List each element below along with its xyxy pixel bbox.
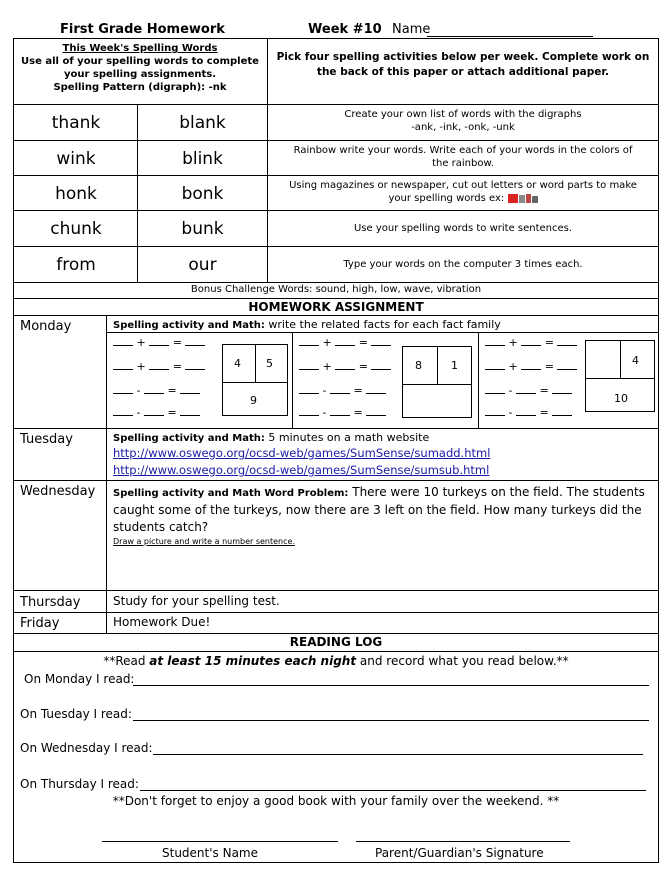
ff2-part-a: 8 xyxy=(415,359,422,372)
day-tuesday: Tuesday xyxy=(20,432,73,447)
day-friday: Friday xyxy=(20,616,60,631)
weekend-reminder: **Don't forget to enjoy a good book with your family over the weekend. ** xyxy=(112,794,560,808)
log-monday-field[interactable] xyxy=(133,685,649,686)
page-title: First Grade Homework xyxy=(60,22,225,37)
spelling-line2: your spelling assignments. xyxy=(63,69,217,80)
monday-instructions: Spelling activity and Math: write the related facts for each fact family xyxy=(113,318,501,331)
activity-3: Using magazines or newspaper, cut out letters or word parts to make your spelling words ex: xyxy=(289,180,637,204)
ff3-total: 10 xyxy=(614,392,628,405)
log-tuesday-field[interactable] xyxy=(133,720,649,721)
thursday-task: Study for your spelling test. xyxy=(113,594,280,608)
activities-intro: Pick four spelling activities below per week. Complete work on the back of this paper or attach additional paper. xyxy=(276,51,650,78)
ff3-part-b: 4 xyxy=(632,354,639,367)
log-wednesday-field[interactable] xyxy=(153,754,643,755)
ff1-part-a: 4 xyxy=(234,357,241,370)
word-our: our xyxy=(188,255,217,275)
log-wednesday-label: On Wednesday I read: xyxy=(20,741,153,755)
magazine-letters-image xyxy=(508,194,538,203)
ff1-sub1[interactable]: - = xyxy=(113,384,200,397)
week-label: Week #10 xyxy=(308,22,382,37)
ff2-sub2[interactable]: - = xyxy=(299,406,386,419)
activity-1: Create your own list of words with the digraphs -ank, -ink, -onk, -unk xyxy=(344,109,582,133)
day-monday: Monday xyxy=(20,319,72,334)
ff1-total: 9 xyxy=(250,394,257,407)
ff3-add1[interactable]: + = xyxy=(485,336,577,349)
day-thursday: Thursday xyxy=(20,595,81,610)
parent-signature-label: Parent/Guardian's Signature xyxy=(375,846,544,860)
word-honk: honk xyxy=(55,184,97,204)
link-sumsub[interactable]: http://www.oswego.org/ocsd-web/games/SumSense/sumsub.html xyxy=(113,463,490,477)
spelling-title: This Week's Spelling Words xyxy=(62,43,218,54)
ff3-sub1[interactable]: - = xyxy=(485,384,572,397)
ff2-sub1[interactable]: - = xyxy=(299,384,386,397)
name-field[interactable] xyxy=(427,36,593,37)
log-thursday-label: On Thursday I read: xyxy=(20,777,139,791)
word-chunk: chunk xyxy=(50,219,102,239)
day-wednesday: Wednesday xyxy=(20,484,96,499)
student-name-label: Student's Name xyxy=(162,846,259,860)
log-monday-label: On Monday I read: xyxy=(24,672,135,686)
ff1-add2[interactable]: + = xyxy=(113,360,205,373)
reading-log-title: READING LOG xyxy=(289,635,383,649)
activity-2: Rainbow write your words. Write each of your words in the colors of the rainbow. xyxy=(293,145,633,169)
log-tuesday-label: On Tuesday I read: xyxy=(20,707,132,721)
word-from: from xyxy=(56,255,96,275)
word-bunk: bunk xyxy=(181,219,224,239)
activity-5: Type your words on the computer 3 times each. xyxy=(343,259,583,270)
wednesday-problem: Spelling activity and Math Word Problem: There were 10 turkeys on the field. The students caught some of the turkeys, now there are 3 left on the field. How many turkeys did the students catch? xyxy=(113,485,645,534)
friday-task: Homework Due! xyxy=(113,615,211,629)
ff2-add1[interactable]: + = xyxy=(299,336,391,349)
activity-4: Use your spelling words to write sentences. xyxy=(353,223,573,234)
ff1-part-b: 5 xyxy=(266,357,273,370)
tuesday-instructions: Spelling activity and Math: 5 minutes on a math website xyxy=(113,431,430,444)
word-blink: blink xyxy=(182,149,223,169)
ff1-sub2[interactable]: - = xyxy=(113,406,200,419)
ff2-add2[interactable]: + = xyxy=(299,360,391,373)
parent-signature-field[interactable] xyxy=(356,841,570,842)
word-bonk: bonk xyxy=(181,184,224,204)
word-wink: wink xyxy=(56,149,96,169)
spelling-line1: Use all of your spelling words to complete xyxy=(21,56,259,67)
ff2-part-b: 1 xyxy=(451,359,458,372)
wednesday-note: Draw a picture and write a number sentence. xyxy=(113,537,295,546)
spelling-intro xyxy=(15,42,265,94)
ff3-sub2[interactable]: - = xyxy=(485,406,572,419)
word-thank: thank xyxy=(51,113,101,133)
link-sumadd[interactable]: http://www.oswego.org/ocsd-web/games/SumSense/sumadd.html xyxy=(113,446,491,460)
ff3-add2[interactable]: + = xyxy=(485,360,577,373)
ff1-add1[interactable]: + = xyxy=(113,336,205,349)
word-blank: blank xyxy=(179,113,226,133)
student-name-field[interactable] xyxy=(102,841,338,842)
homework-title: HOMEWORK ASSIGNMENT xyxy=(248,300,424,314)
name-label: Name xyxy=(392,22,431,37)
bonus-words: Bonus Challenge Words: sound, high, low, wave, vibration xyxy=(190,284,482,295)
reading-intro: **Read at least 15 minutes each night and record what you read below.** xyxy=(103,654,569,668)
spelling-pattern: Spelling Pattern (digraph): -nk xyxy=(53,82,227,93)
log-thursday-field[interactable] xyxy=(140,790,646,791)
